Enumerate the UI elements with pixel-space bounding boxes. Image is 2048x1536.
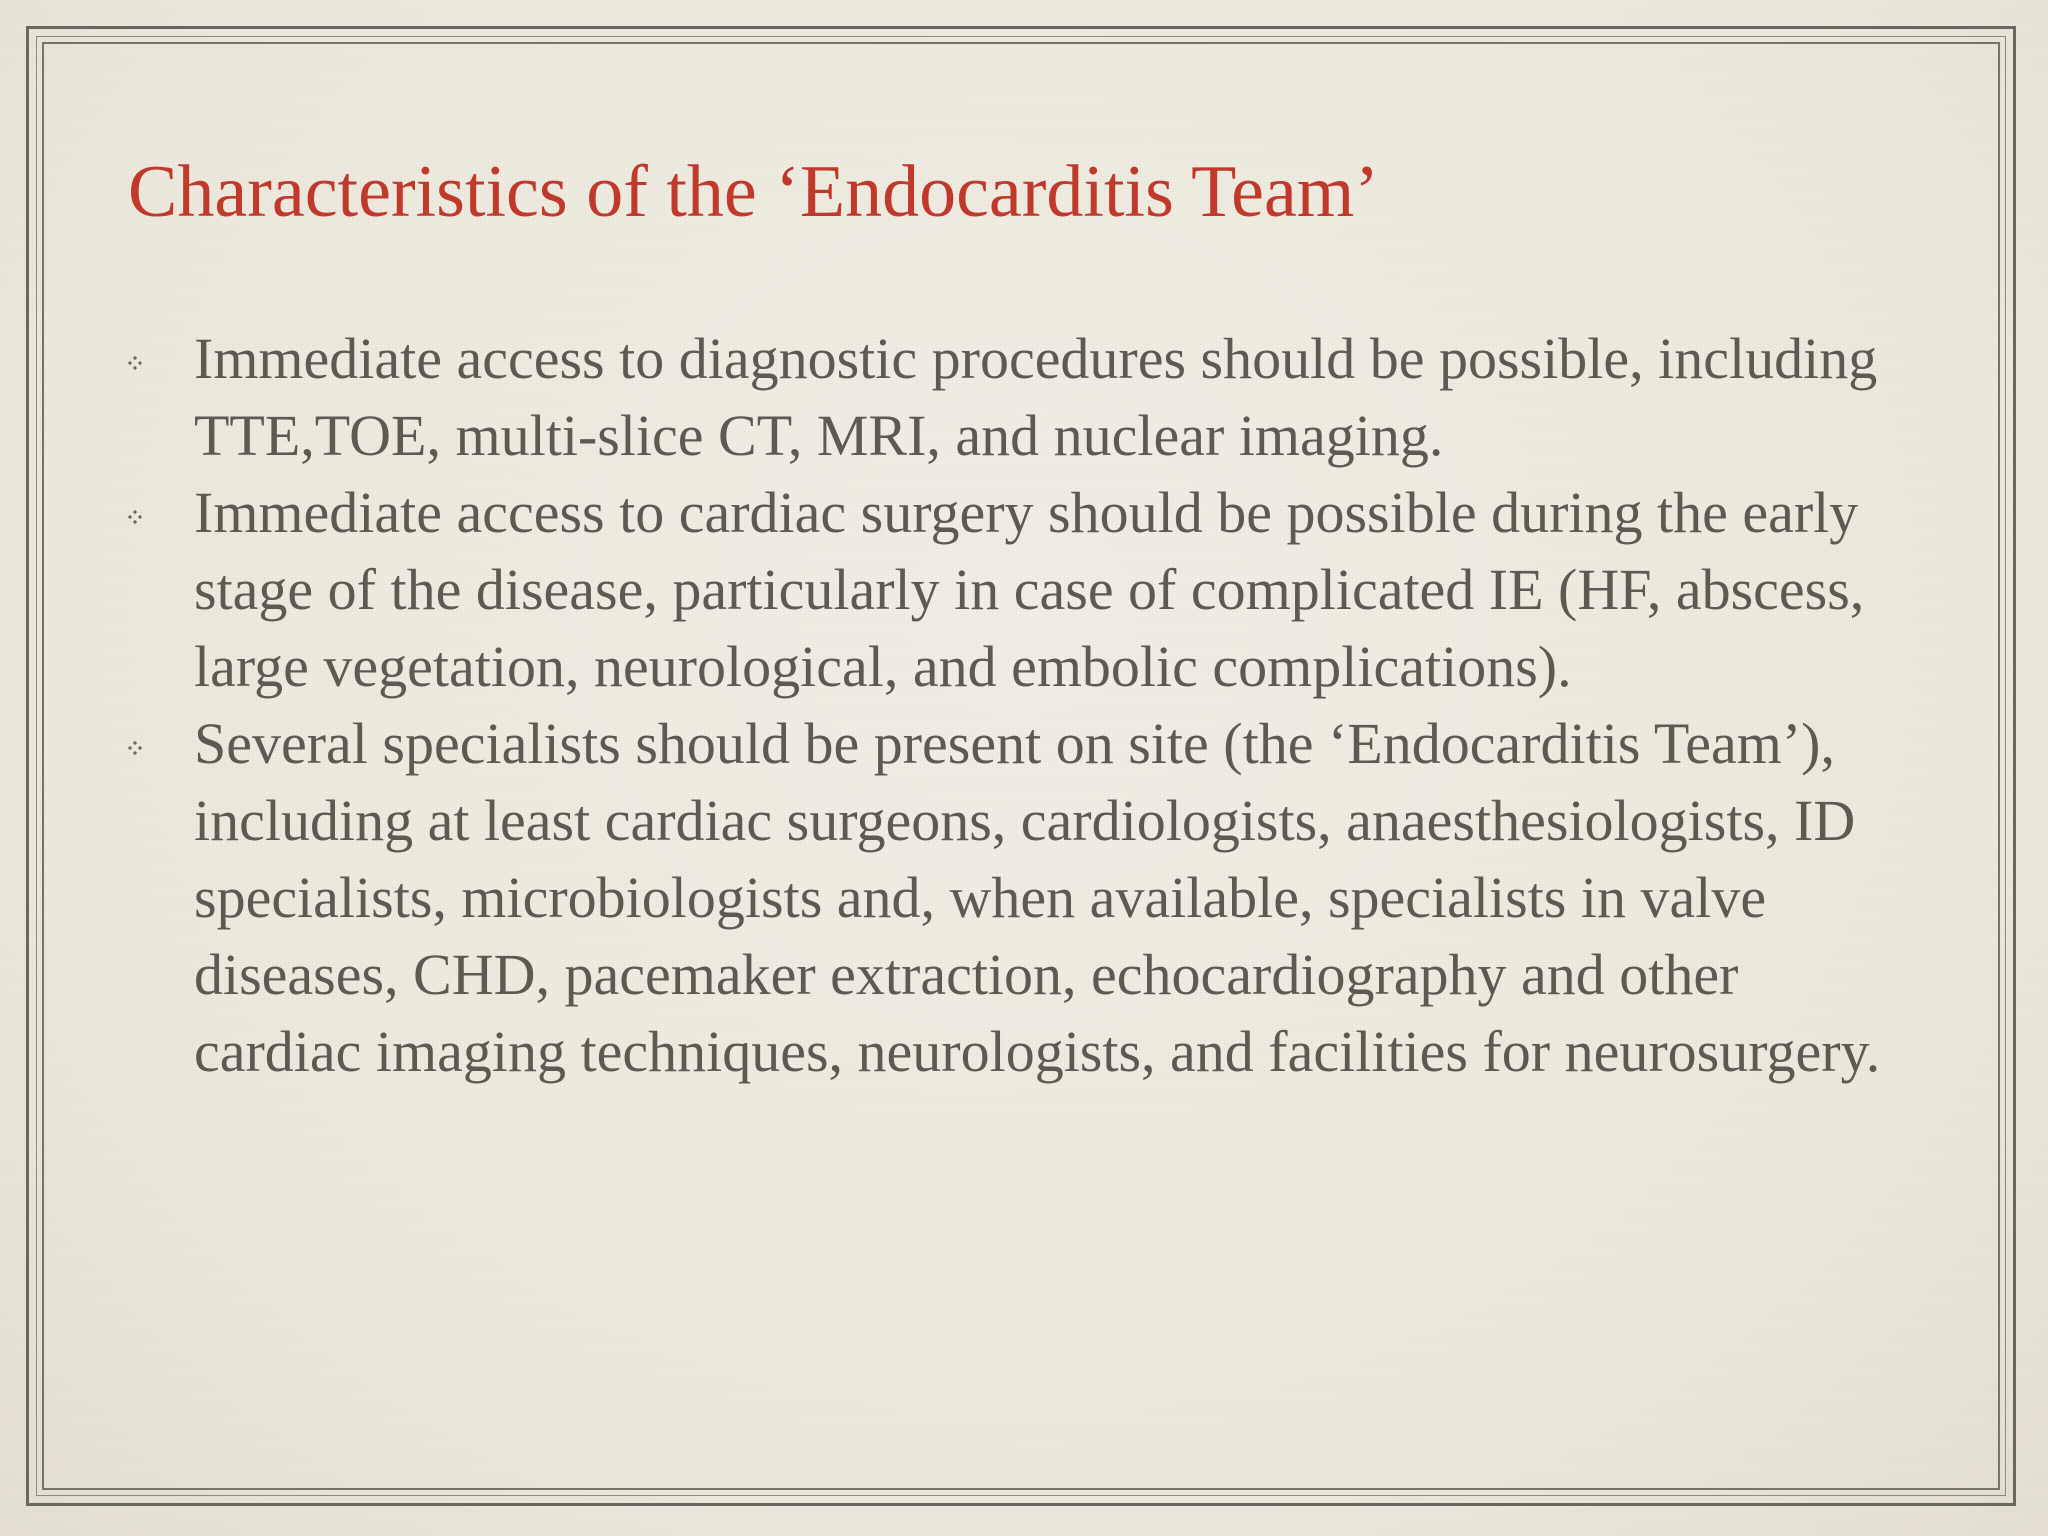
bullet-list: [128, 320, 1908, 1090]
bullet-text: Immediate access to diagnostic procedures should be possible, including TTE,TOE, multi-slice CT, MRI, and nuclear imaging.: [194, 326, 1878, 468]
diamond-cluster-icon: [128, 741, 142, 755]
bullet-item: [128, 474, 1908, 705]
bullet-text: Several specialists should be present on site (the ‘Endocarditis Team’), including at least cardiac surgeons, cardiologists, anaesthesiologists, ID specialists, microbiologists and, when available, specialists in valve diseases, CHD, pacemaker extraction, echocardiography and other cardiac imaging techniques, neurologists, and facilities for neurosurgery.: [194, 711, 1881, 1084]
diamond-cluster-icon: [128, 356, 142, 370]
bullet-text: Immediate access to cardiac surgery should be possible during the early stage of the disease, particularly in case of complicated IE (HF, abscess, large vegetation, neurological, and embolic complications).: [194, 480, 1865, 699]
bullet-item: [128, 705, 1908, 1090]
bullet-item: [128, 320, 1908, 474]
diamond-cluster-icon: [128, 510, 142, 524]
slide-title: Characteristics of the ‘Endocarditis Team’: [128, 151, 1379, 233]
